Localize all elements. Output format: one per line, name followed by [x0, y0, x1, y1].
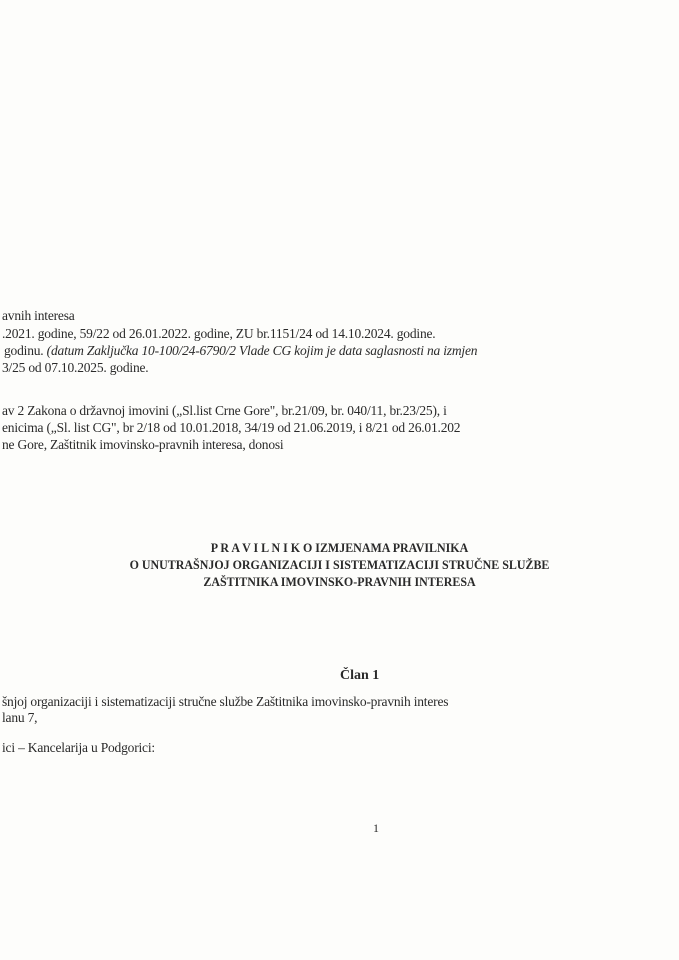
preamble-line: av 2 Zakona o državnoj imovini („Sl.list Crne Gore", br.21/09, br. 040/11, br.23/25), i — [2, 403, 447, 418]
header-line: 3/25 od 07.10.2025. godine. — [2, 360, 149, 375]
preamble-line: ne Gore, Zaštitnik imovinsko-pravnih interesa, donosi — [2, 437, 284, 452]
article-line: lanu 7, — [2, 710, 38, 725]
article-line: šnjoj organizaciji i sistematizaciji stručne službe Zaštitnika imovinsko-pravnih interes — [2, 694, 449, 709]
header-line-text: godinu. — [4, 343, 44, 358]
page-number: 1 — [373, 821, 379, 835]
header-line: .2021. godine, 59/22 od 26.01.2022. godine, ZU br.1151/24 od 14.10.2024. godine. — [2, 326, 436, 341]
header-line: avnih interesa — [2, 308, 75, 323]
conclusion-note: (datum Zaključka 10-100/24-6790/2 Vlade CG kojim je data saglasnosti na izmjen — [46, 343, 478, 358]
document-title-line: P R A V I L N I K O IZMJENAMA PRAVILNIKA — [210, 540, 469, 555]
header-line — [4, 343, 477, 359]
document-title-line: ZAŠTITNIKA IMOVINSKO-PRAVNIH INTERESA — [203, 574, 476, 589]
document-title-line: O UNUTRAŠNJOJ ORGANIZACIJI I SISTEMATIZACIJI STRUČNE SLUŽBE — [129, 557, 550, 572]
article-line: ici – Kancelarija u Podgorici: — [2, 740, 155, 755]
article-heading: Član 1 — [340, 668, 380, 683]
preamble-line: enicima („Sl. list CG", br 2/18 od 10.01.2018, 34/19 od 21.06.2019, i 8/21 od 26.01.202 — [2, 420, 461, 435]
